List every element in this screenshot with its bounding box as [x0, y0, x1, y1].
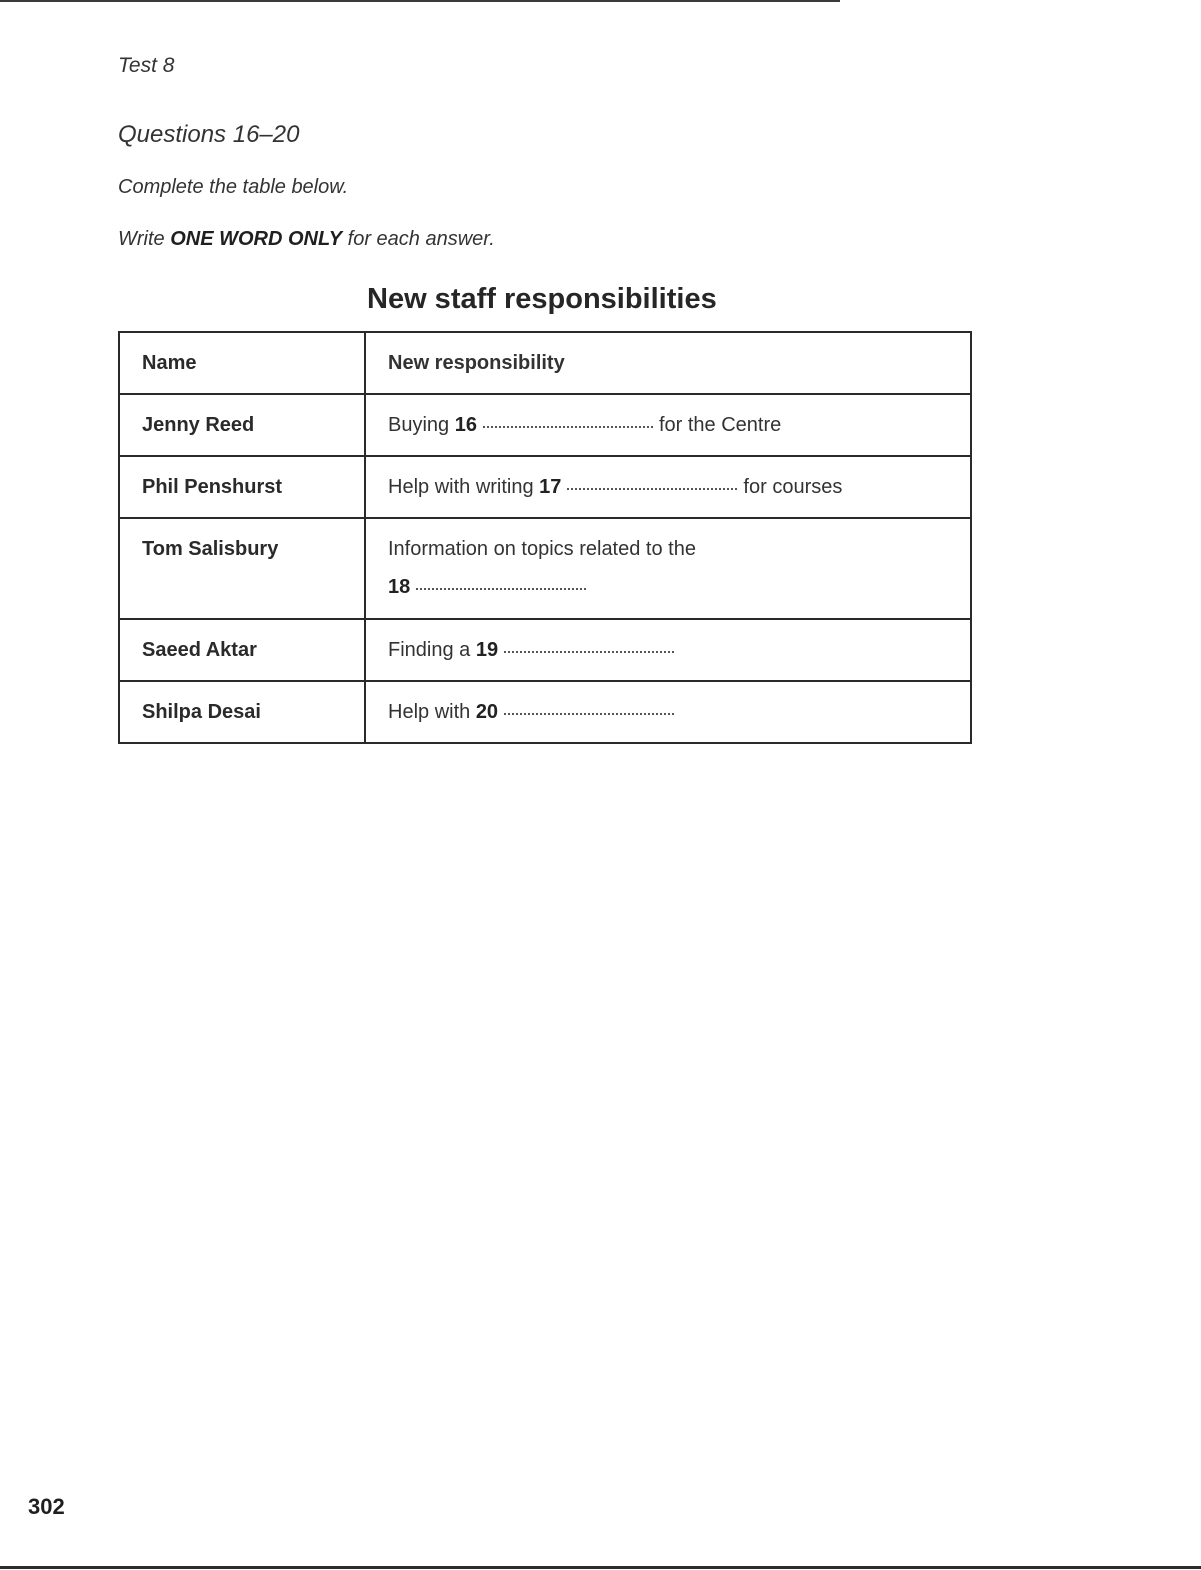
question-number: 19	[475, 639, 499, 661]
table-row	[119, 518, 971, 619]
responsibility-text: Finding a	[388, 639, 476, 661]
responsibility-text: Help with writing	[388, 476, 540, 498]
responsibility-text-after: for the Centre	[658, 414, 782, 436]
table-title: New staff responsibilities	[367, 283, 717, 315]
answer-blank-20[interactable]	[504, 713, 674, 715]
table-row	[119, 619, 971, 681]
instruction-prefix: Write	[118, 228, 171, 250]
staff-name: Jenny Reed	[119, 394, 365, 456]
responsibility-text-after: for courses	[743, 476, 843, 498]
bottom-rule	[0, 1566, 1201, 1569]
column-header-responsibility-label: New responsibility	[388, 352, 565, 374]
responsibility-cell	[365, 456, 971, 518]
table-row	[119, 394, 971, 456]
staff-name: Shilpa Desai	[119, 681, 365, 743]
staff-name: Saeed Aktar	[119, 619, 365, 681]
question-number: 16	[454, 414, 477, 436]
question-number: 17	[539, 476, 562, 498]
instruction-suffix: for each answer.	[342, 228, 495, 250]
answer-blank-17[interactable]	[567, 488, 737, 490]
responsibility-text: Help with	[388, 701, 476, 723]
column-header-responsibility	[365, 332, 971, 394]
answer-blank-19[interactable]	[504, 651, 674, 653]
table-header-row	[119, 332, 971, 394]
top-rule	[0, 0, 840, 2]
responsibility-cell	[365, 518, 971, 619]
answer-blank-18[interactable]	[416, 588, 586, 590]
staff-name: Phil Penshurst	[119, 456, 365, 518]
question-number: 20	[475, 701, 499, 723]
page-number: 302	[28, 1494, 65, 1519]
question-number: 18	[388, 576, 411, 598]
test-label: Test 8	[118, 54, 175, 77]
table-row	[119, 681, 971, 743]
responsibilities-table	[118, 331, 972, 744]
responsibility-cell	[365, 394, 971, 456]
column-header-name: Name	[119, 332, 365, 394]
answer-blank-16[interactable]	[483, 426, 653, 428]
staff-name: Tom Salisbury	[119, 518, 365, 619]
questions-title: Questions 16–20	[118, 121, 300, 148]
responsibility-second-line	[388, 577, 970, 597]
instruction-complete-table: Complete the table below.	[118, 176, 349, 198]
instruction-word-limit	[118, 228, 495, 251]
responsibility-text: Information on topics related to the	[388, 538, 696, 560]
responsibility-cell	[365, 619, 971, 681]
responsibility-text: Buying	[388, 414, 455, 436]
table-row	[119, 456, 971, 518]
responsibility-cell	[365, 681, 971, 743]
instruction-emphasis: ONE WORD ONLY	[170, 228, 343, 250]
